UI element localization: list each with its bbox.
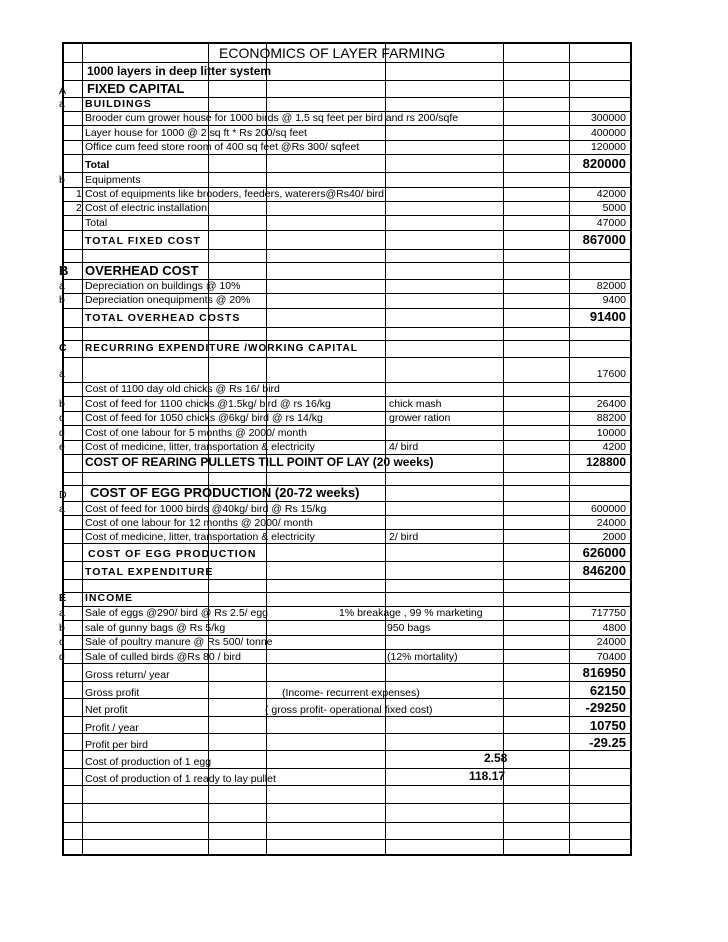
row-label: Sale of poultry manure @ Rs 500/ tonne xyxy=(85,636,273,648)
row-value: 4200 xyxy=(602,441,626,453)
grid-row-line xyxy=(64,839,630,840)
grid-row-line xyxy=(64,172,630,173)
row-note: 950 bags xyxy=(387,622,431,634)
row-value: 10750 xyxy=(589,718,626,733)
row-value: 118.17 xyxy=(469,769,506,783)
grid-row-line xyxy=(64,733,630,734)
row-label: COST OF EGG PRODUCTION xyxy=(88,548,257,560)
row-code: a xyxy=(59,98,65,110)
row-label: Depreciation onequipments @ 20% xyxy=(85,294,251,306)
row-label: Cost of production of 1 ready to lay pullet xyxy=(85,773,276,785)
row-code: a xyxy=(59,280,65,292)
row-label: Depreciation on buildings @ 10% xyxy=(85,280,241,292)
row-label: Office cum feed store room of 400 sq feet @Rs 300/ sqfeet xyxy=(85,141,360,153)
row-code: a xyxy=(59,368,65,380)
grid-row-line xyxy=(64,425,630,426)
grid-row-line xyxy=(64,125,630,126)
row-value: 816950 xyxy=(582,665,626,680)
section-code: E xyxy=(59,592,67,604)
grid-row-line xyxy=(64,62,630,63)
row-label: TOTAL EXPENDITURE xyxy=(85,566,214,578)
grid-row-line xyxy=(64,501,630,502)
row-value: 62150 xyxy=(589,683,626,698)
section-code: D xyxy=(59,489,67,501)
grid-row-line xyxy=(64,249,630,250)
grid-row-line xyxy=(64,340,630,341)
row-note: grower ration xyxy=(389,412,451,424)
row-value: 24000 xyxy=(596,636,626,648)
row-value: 400000 xyxy=(590,127,626,139)
section-code: C xyxy=(59,342,67,354)
row-value: 717750 xyxy=(590,607,626,619)
row-label: Cost of production of 1 egg xyxy=(85,756,212,768)
row-code: e xyxy=(59,441,65,453)
row-label: Total xyxy=(85,217,108,229)
row-code: a xyxy=(59,607,65,619)
row-code: d xyxy=(59,427,65,439)
row-value: 88200 xyxy=(596,412,626,424)
row-value: 2000 xyxy=(602,531,626,543)
row-code: b xyxy=(59,398,65,410)
row-value: 17600 xyxy=(596,368,626,380)
row-value: 91400 xyxy=(589,309,626,324)
row-label: Cost of equipments like brooders, feeders, waterers@Rs40/ bird xyxy=(85,188,384,200)
row-label: Profit / year xyxy=(85,722,139,734)
row-note: ( gross profit- operational fixed cost) xyxy=(265,704,433,716)
grid-row-line xyxy=(64,357,630,358)
row-label: Brooder cum grower house for 1000 birds @ 1.5 sq feet per bird and rs 200/sqfe xyxy=(85,112,459,124)
grid-row-line xyxy=(64,154,630,155)
row-value: 24000 xyxy=(596,517,626,529)
section-heading: FIXED CAPITAL xyxy=(87,81,185,96)
row-label: Sale of culled birds @Rs 80 / bird xyxy=(85,651,241,663)
section-heading: COST OF EGG PRODUCTION (20-72 weeks) xyxy=(90,485,360,500)
row-label: Cost of feed for 1050 chicks @6kg/ bird @ rs 14/kg xyxy=(85,412,323,424)
row-value: -29.25 xyxy=(589,735,626,750)
row-value: 626000 xyxy=(582,545,626,560)
section-heading: INCOME xyxy=(85,592,133,604)
row-code: a xyxy=(59,503,65,515)
row-label: Cost of medicine, litter, transportation & electricity xyxy=(85,441,315,453)
grid-row-line xyxy=(64,215,630,216)
section-heading: RECURRING EXPENDITURE /WORKING CAPITAL xyxy=(85,343,358,354)
sheet-subtitle: 1000 layers in deep litter system xyxy=(87,64,272,78)
row-value: 9400 xyxy=(602,294,626,306)
grid-row-line xyxy=(64,649,630,650)
row-label: Cost of medicine, litter, transportation & electricity xyxy=(85,531,315,543)
grid-row-line xyxy=(64,803,630,804)
row-code: c xyxy=(59,636,65,648)
row-note: 4/ bird xyxy=(389,441,419,453)
row-value: 5000 xyxy=(602,202,626,214)
grid-row-line xyxy=(64,472,630,473)
grid-row-line xyxy=(64,396,630,397)
row-value: 10000 xyxy=(596,427,626,439)
grid-row-line xyxy=(64,750,630,751)
grid-row-line xyxy=(64,327,630,328)
row-label: Total xyxy=(85,159,110,171)
spreadsheet xyxy=(59,42,632,856)
row-code: 2 xyxy=(76,202,82,214)
row-label: BUILDINGS xyxy=(85,98,152,110)
row-label: sale of gunny bags @ Rs 5/kg xyxy=(85,622,226,634)
row-note: 1% breakage , 99 % marketing xyxy=(339,607,483,619)
row-value: 820000 xyxy=(582,156,626,171)
row-label: Gross return/ year xyxy=(85,669,170,681)
row-label: Cost of 1100 day old chicks @ Rs 16/ bird xyxy=(85,383,280,395)
row-label: Cost of electric installation xyxy=(85,202,207,214)
row-value: 2.58 xyxy=(484,751,508,765)
row-note: (12% mortality) xyxy=(387,651,458,663)
row-code: b xyxy=(59,294,65,306)
row-label: TOTAL OVERHEAD COSTS xyxy=(85,312,241,324)
row-value: -29250 xyxy=(585,700,626,715)
row-code: b xyxy=(59,174,65,186)
row-value: 867000 xyxy=(582,232,626,247)
row-label: Profit per bird xyxy=(85,739,149,751)
row-note: 2/ bird xyxy=(389,531,419,543)
row-label: Layer house for 1000 @ 2 sq ft * Rs 200/sq feet xyxy=(85,127,307,139)
row-value: 42000 xyxy=(596,188,626,200)
grid-row-line xyxy=(64,592,630,593)
row-value: 300000 xyxy=(590,112,626,124)
section-code: A xyxy=(59,85,67,97)
grid-row-line xyxy=(64,620,630,621)
row-value: 4800 xyxy=(602,622,626,634)
sheet-title: ECONOMICS OF LAYER FARMING xyxy=(219,45,446,61)
section-code: B xyxy=(59,263,69,278)
row-label: TOTAL FIXED COST xyxy=(85,235,201,247)
section-heading: OVERHEAD COST xyxy=(85,263,199,278)
grid-row-line xyxy=(64,822,630,823)
row-code: c xyxy=(59,412,65,424)
row-label: Cost of one labour for 5 months @ 2000/ month xyxy=(85,427,307,439)
row-label: Cost of feed for 1000 birds @40kg/ bird @ Rs 15/kg xyxy=(85,503,327,515)
grid-row-line xyxy=(64,579,630,580)
row-value: 600000 xyxy=(590,503,626,515)
row-value: 846200 xyxy=(582,563,626,578)
row-label: Equipments xyxy=(85,174,141,186)
grid-row-line xyxy=(64,230,630,231)
grid-row-line xyxy=(64,561,630,562)
row-label: Sale of eggs @290/ bird @ Rs 2.5/ egg xyxy=(85,607,269,619)
row-value: 82000 xyxy=(596,280,626,292)
row-value: 47000 xyxy=(596,217,626,229)
row-note: chick mash xyxy=(389,398,442,410)
row-value: 70400 xyxy=(596,651,626,663)
row-label: Cost of one labour for 12 months @ 2000/ month xyxy=(85,517,313,529)
row-code: 1 xyxy=(76,188,82,200)
row-value: 128800 xyxy=(585,455,626,469)
row-value: 26400 xyxy=(596,398,626,410)
row-label: Gross profit xyxy=(85,687,140,699)
row-value: 120000 xyxy=(590,141,626,153)
row-code: b xyxy=(59,622,65,634)
row-label: COST OF REARING PULLETS TILL POINT OF LAY (20 weeks) xyxy=(85,455,434,469)
row-note: (Income- recurrent expenses) xyxy=(282,687,420,699)
grid-row-line xyxy=(64,308,630,309)
row-label: Net profit xyxy=(85,704,128,716)
row-label: Cost of feed for 1100 chicks @1.5kg/ bird @ rs 16/kg xyxy=(85,398,331,410)
row-code: d xyxy=(59,651,65,663)
